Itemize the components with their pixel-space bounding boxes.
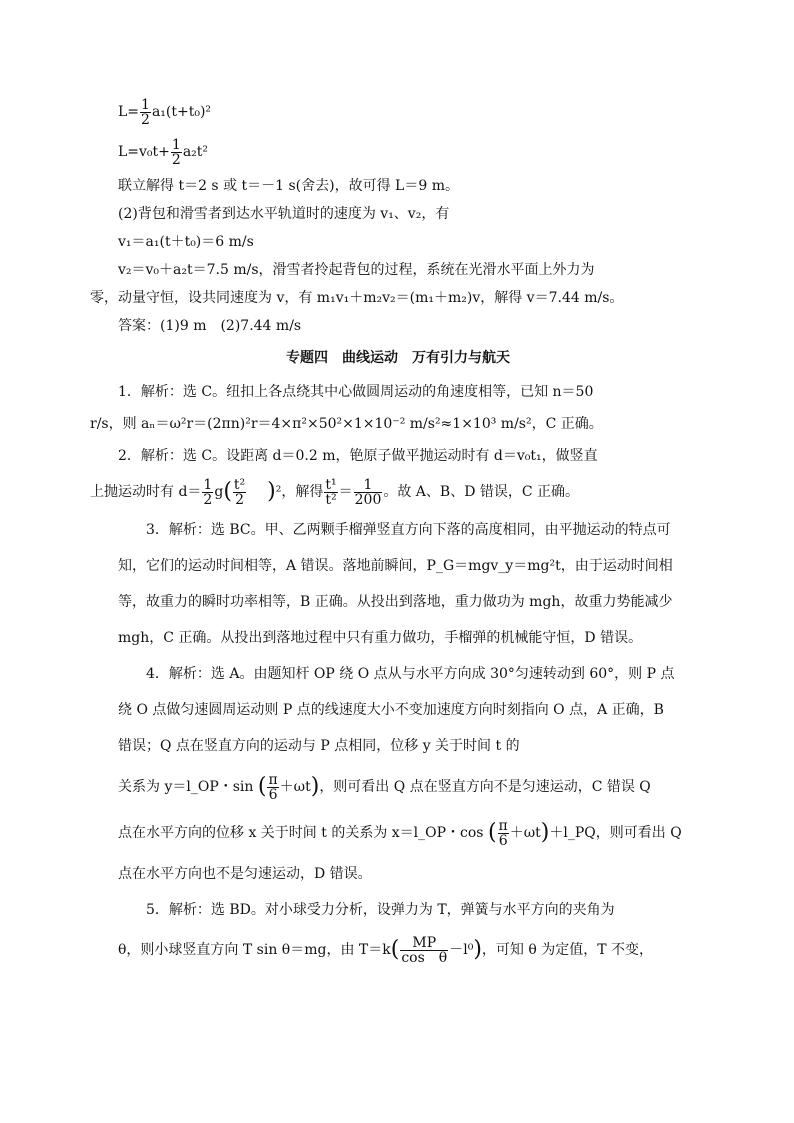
eq2-rhs: a₂t²: [182, 144, 209, 160]
eq2-fraction: $\frac{1}{2}$: [171, 136, 181, 168]
q2-frac-200: $\frac{1}{200}$: [354, 476, 382, 508]
q2-frac-half: $\frac{1}{2}$: [203, 476, 213, 508]
eq1-rhs: a₁(t+t₀)²: [151, 104, 212, 120]
q5-frac-mp: $\frac{MP}{\text{cos θ}}$: [401, 934, 448, 966]
solve-line: 联立解得 t＝2 s 或 t＝－1 s(舍去)，故可得 L＝9 m。: [118, 178, 459, 194]
document-page: [90, 92, 682, 972]
q2-line2: 上抛运动时有 d＝ $\frac{1}{2}$ g( $\frac{\text{t²}}{2}$ )²，解得 $\frac{\text{t¹}}{\text{t²}}$ ＝ $\frac{1}{200}$ 。故 A、B、D 错误，C 正确。: [90, 476, 580, 508]
q5-line1: 5．解析：选 BD。对小球受力分析，设弹力为 T，弹簧与水平方向的夹角为: [146, 902, 615, 918]
q4-frac-pi6-x: $\frac{\pi}{6}$: [498, 817, 508, 849]
eq1-fraction: $\frac{1}{2}$: [141, 96, 150, 128]
q4-paragraph: 4．解析：选 A。由题知杆 OP 绕 O 点从与水平方向成 30°匀速转动到 60°，则 P 点绕 O 点做匀速圆周运动则 P 点的线速度大小不变加速度方向时刻指向 O 点，A 正确，B 错误；Q 点在竖直方向的运动与 P 点相同，位移 y 关于时间 t 的: [118, 666, 675, 754]
q4-frac-pi6-y: $\frac{\pi}{6}$: [268, 771, 278, 803]
eq1-lhs: L=: [118, 104, 140, 120]
v1-line: v₁＝a₁(t＋t₀)＝6 m/s: [118, 234, 254, 250]
q1-line1: 1．解析：选 C。纽扣上各点绕其中心做圆周运动的角速度相等，已知 n＝50: [118, 384, 594, 400]
v2-continuation: 零，动量守恒，设共同速度为 v，有 m₁v₁＋m₂v₂＝(m₁＋m₂)v，解得 v＝7.44 m/s。: [90, 290, 624, 306]
q2-frac-t: $\frac{\text{t²}}{2}$: [233, 476, 246, 508]
q2-line1: 2．解析：选 C。设距离 d＝0.2 m，铯原子做平抛运动时有 d＝v₀t₁，做竖直: [118, 448, 598, 464]
q4-last: 点在水平方向也不是匀速运动，D 错误。: [118, 866, 372, 882]
equation-l-v0: [118, 132, 678, 172]
eq2-lhs: L=v₀t+: [118, 144, 170, 160]
q4-relation-y: 关系为 y＝l_OP・sin ( $\frac{\pi}{6}$ ＋ωt)，则可看出 Q 点在竖直方向不是匀速运动，C 错误 Q: [118, 771, 651, 803]
answer-line: 答案：(1)9 m (2)7.44 m/s: [118, 318, 302, 334]
q5-line2: θ，则小球竖直方向 T sin θ＝mg，由 T＝k( $\frac{MP}{\text{cos θ}}$ －l⁰)，可知 θ 为定值，T 不变，: [118, 934, 654, 966]
section-title: 专题四 曲线运动 万有引力与航天: [286, 350, 510, 366]
q1-line2: r/s，则 aₙ＝ω²r＝(2πn)²r＝4×π²×50²×1×10⁻² m/s²≈1×10³ m/s²，C 正确。: [90, 416, 603, 432]
equation-l-a1: [118, 92, 678, 132]
q2-frac-ratio: $\frac{\text{t¹}}{\text{t²}}$: [325, 476, 337, 508]
v2-line: v₂＝v₀＋a₂t＝7.5 m/s，滑雪者拎起背包的过程，系统在光滑水平面上外力为: [118, 262, 595, 278]
part2-line: (2)背包和滑雪者到达水平轨道时的速度为 v₁、v₂，有: [118, 206, 450, 222]
q3-paragraph: 3．解析：选 BC。甲、乙两颗手榴弹竖直方向下落的高度相同，由平抛运动的特点可知，它们的运动时间相等，A 错误。落地前瞬间，P_G＝mgv_y＝mg²t，由于运动时间相等，故重力的瞬时功率相等，B 正确。从投出到落地，重力做功为 mgh，故重力势能减少 mgh，C 正确。从投出到落地过程中只有重力做功，手榴弹的机械能守恒，D 错误。: [118, 522, 673, 646]
q4-relation-x: 点在水平方向的位移 x 关于时间 t 的关系为 x＝l_OP・cos ( $\frac{\pi}{6}$ ＋ωt)＋l_PQ，则可看出 Q: [118, 817, 682, 849]
